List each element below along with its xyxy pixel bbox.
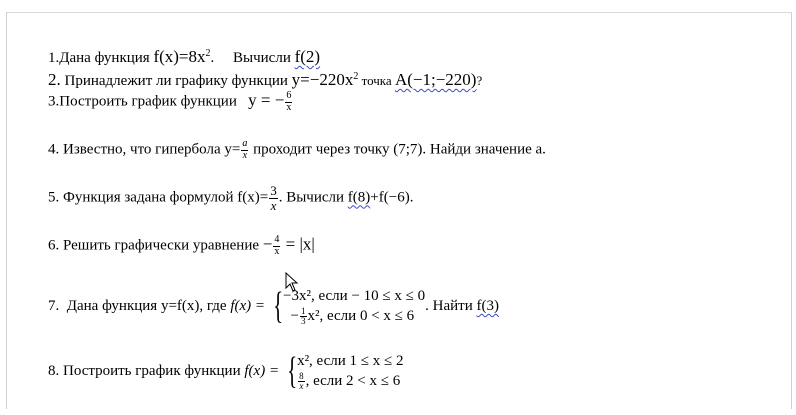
task-7-case-2-den: 3 (301, 316, 306, 327)
task-4-fraction-num: a (242, 138, 248, 149)
task-7-cases (269, 286, 425, 327)
task-8-case-2-num: 8 (299, 370, 304, 381)
task-7-case-lines (283, 286, 425, 327)
task-7-tail: . Найти (425, 297, 477, 314)
task-2-point-label: A(−1;−220) (394, 70, 477, 89)
task-8-text: 8. Построить график функции (48, 362, 245, 379)
task-4 (48, 139, 546, 161)
task-5 (48, 184, 413, 212)
task-7-text: 7. Дана функция y=f(x), где (48, 297, 231, 314)
task-3 (48, 91, 293, 113)
task-3-number: 3. (48, 93, 60, 110)
task-4-fraction-den: x (242, 149, 248, 161)
task-3-equation: y = − (248, 90, 285, 110)
task-2-number: 2. (48, 70, 61, 89)
task-7-call: f(3) (476, 297, 499, 314)
task-8-case-2-post: , если 2 < x ≤ 6 (305, 373, 401, 390)
task-8-case-lines (297, 351, 403, 392)
task-3-lead: Построить график функции (59, 93, 249, 110)
task-1-exponent: 2 (205, 48, 211, 59)
task-7 (48, 286, 499, 327)
task-3-fraction (285, 91, 292, 113)
task-7-case-1: −3x², если − 10 ≤ x ≤ 0 (283, 288, 426, 304)
task-4-fraction (241, 139, 248, 161)
task-8 (48, 351, 403, 392)
task-1-call: f(2) (294, 47, 321, 66)
task-6-fraction-num: 4 (274, 234, 280, 245)
task-7-f: f(x) = (230, 297, 266, 314)
task-6-fraction (273, 235, 280, 257)
task-7-case-2-num: 1 (301, 305, 306, 316)
task-7-case-2-frac (300, 307, 307, 327)
task-2-mid: точка (358, 73, 395, 88)
task-4-text-a: 4. Известно, что гипербола y= (48, 141, 241, 158)
task-7-case-2-post: x², если 0 < x ≤ 6 (307, 308, 415, 325)
task-6-tail: = |x| (281, 234, 315, 254)
task-1-function: f(x)=8x (153, 47, 206, 66)
task-8-case-2 (297, 371, 403, 392)
task-1 (48, 48, 320, 66)
task-5-fraction-den: x (270, 197, 277, 213)
task-3-fraction-den: x (286, 101, 292, 113)
task-8-case-1: x², если 1 ≤ x ≤ 2 (297, 353, 404, 369)
task-5-fraction-num: 3 (270, 183, 277, 198)
task-7-brace: { (272, 285, 283, 328)
task-6 (48, 235, 315, 257)
task-8-brace: { (286, 350, 297, 393)
task-7-case-2-pre: − (290, 308, 299, 325)
task-2 (48, 71, 482, 89)
task-1-number: 1. (48, 50, 60, 66)
task-8-f: f(x) = (244, 362, 280, 379)
task-8-case-2-frac (298, 372, 305, 392)
task-2-exponent: 2 (353, 71, 359, 82)
task-1-lead: Дана функция (59, 50, 154, 66)
mouse-cursor-icon (285, 272, 299, 292)
task-2-end: ? (476, 73, 483, 88)
task-6-minus: − (262, 234, 273, 254)
task-5-text-a: 5. Функция задана формулой f(x)= (48, 189, 269, 206)
task-8-cases (283, 351, 404, 392)
task-2-point (395, 70, 477, 89)
task-7-case-2 (283, 306, 425, 327)
task-8-case-2-den: x (299, 381, 304, 392)
task-4-text-b: проходит через точку (7;7). Найди значение a. (249, 141, 546, 158)
task-5-fraction (269, 184, 278, 212)
task-5-tail: +f(−6). (370, 189, 414, 206)
task-6-fraction-den: x (274, 245, 280, 257)
task-5-call: f(8) (347, 189, 371, 206)
task-2-lead: Принадлежит ли графику функции (60, 73, 292, 89)
task-5-text-b: . Вычисли (278, 189, 348, 206)
task-6-text: 6. Решить графически уравнение (48, 237, 263, 254)
task-2-equation: y=−220x (291, 70, 354, 89)
task-1-mid: . Вычисли (210, 50, 295, 66)
task-3-fraction-num: 6 (286, 90, 292, 101)
